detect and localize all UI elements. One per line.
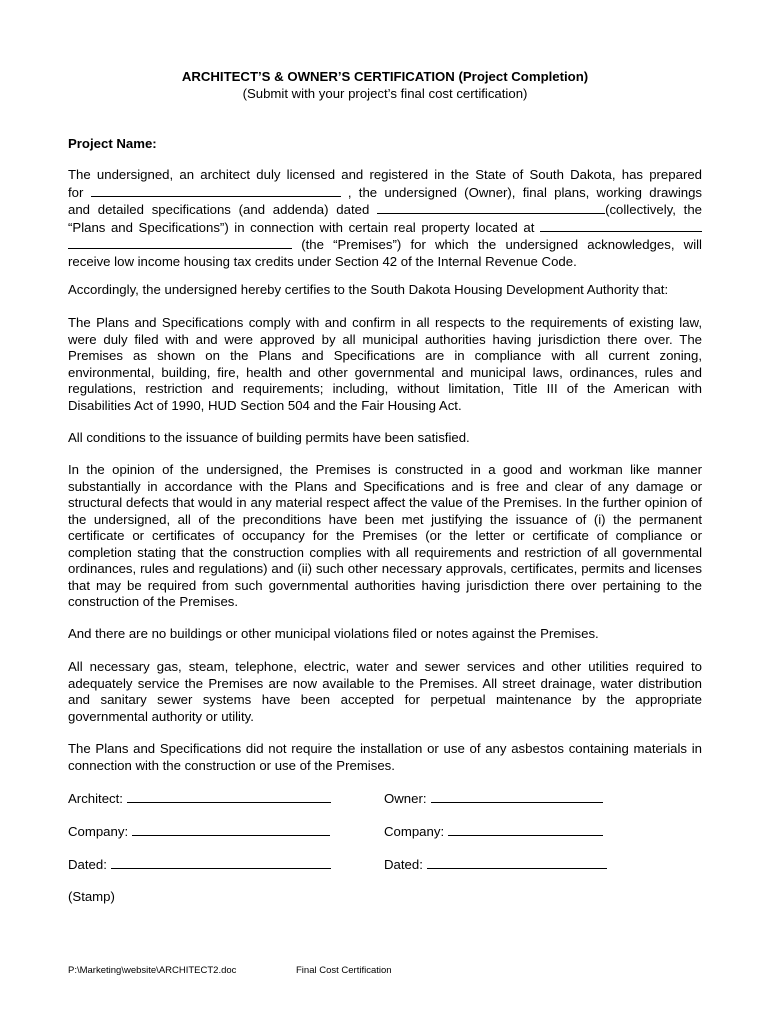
architect-label: Architect:	[68, 791, 123, 806]
dated-right-line[interactable]	[427, 856, 607, 869]
dated-left-line[interactable]	[111, 856, 331, 869]
intro-collectively-text: (collectively, the	[605, 202, 702, 217]
company-right-label: Company:	[384, 824, 445, 839]
dated-left	[68, 856, 331, 872]
intro-dated-text: and detailed specifications (and addenda) dated	[68, 202, 370, 217]
intro-line-6: receive low income housing tax credits under Section 42 of the Internal Revenue Code.	[68, 253, 577, 269]
owner-label: Owner:	[384, 791, 427, 806]
paragraph-intro	[68, 167, 702, 270]
plans-dated-blank[interactable]	[377, 201, 605, 214]
dated-right-label: Dated:	[384, 857, 423, 872]
paragraph-accordingly: Accordingly, the undersigned hereby certifies to the South Dakota Housing Development Authority that:	[68, 282, 669, 297]
intro-located-text: “Plans and Specifications”) in connection with certain real property located at	[68, 219, 535, 235]
intro-owner-text: , the undersigned (Owner), final plans, working drawings	[347, 184, 703, 200]
paragraph-asbestos: The Plans and Specifications did not require the installation or use of any asbestos containing materials in connection with the construction or use of the Premises.	[68, 741, 702, 773]
intro-for-text: for	[68, 184, 84, 200]
document-subtitle: (Submit with your project’s final cost certification)	[242, 86, 528, 101]
paragraph-utilities: All necessary gas, steam, telephone, electric, water and sewer services and other utilities required to adequately service the Premises are now available to the Premises. All street drainage, water distribution and sanitary sewer systems have been accepted for perpetual maintenance by the appropriate governmental authority or utility.	[68, 659, 702, 724]
document-title: ARCHITECT’S & OWNER’S CERTIFICATION (Project Completion)	[181, 69, 589, 84]
intro-line-4	[68, 219, 702, 237]
company-right	[384, 823, 603, 839]
intro-line-2	[68, 184, 702, 202]
company-left	[68, 823, 330, 839]
company-right-line[interactable]	[448, 823, 603, 836]
dated-left-label: Dated:	[68, 857, 107, 872]
owner-signature-line[interactable]	[431, 790, 603, 803]
dated-right	[384, 856, 607, 872]
architect-signature-line[interactable]	[127, 790, 331, 803]
intro-line-5	[68, 236, 702, 254]
paragraph-no-violations: And there are no buildings or other municipal violations filed or notes against the Premises.	[68, 626, 599, 641]
paragraph-plans-comply: The Plans and Specifications comply with and confirm in all respects to the requirements of existing law, were duly filed with and were approved by all municipal authorities having jurisdiction there over. The Premises as shown on the Plans and Specifications are in compliance with all current zoning, environmental, building, fire, health and other governmental and municipal laws, ordinances, rules and regulations, restriction and requirements; including, without limitation, Title III of the American with Disabilities Act of 1990, HUD Section 504 and the Fair Housing Act.	[68, 315, 702, 413]
property-location-blank-2[interactable]	[68, 236, 292, 249]
property-location-blank[interactable]	[540, 219, 702, 232]
paragraph-opinion: In the opinion of the undersigned, the Premises is constructed in a good and workman like manner substantially in accordance with the Plans and Specifications and is free and clear of any damage or structural defects that would in any material respect affect the value of the Premises. In the further opinion of the undersigned, all of the preconditions have been met justifying the issuance of (i) the permanent certificate or certificates of occupancy for the Premises (or the letter or certificate of compliance or completion stating that the construction complies with all requirements and restriction of all governmental ordinances, rules and regulations) and (ii) such other necessary approvals, certificates, permits and licenses that may be required from such governmental authorities having jurisdiction there over pertaining to the construction of the Premises.	[68, 462, 702, 609]
owner-signature	[384, 790, 603, 806]
stamp-label: (Stamp)	[68, 889, 115, 904]
architect-signature	[68, 790, 331, 806]
intro-line-1: The undersigned, an architect duly licensed and registered in the State of South Dakota, has prepared	[68, 167, 702, 182]
paragraph-conditions: All conditions to the issuance of building permits have been satisfied.	[68, 430, 470, 445]
project-name-label: Project Name:	[68, 136, 157, 151]
footer-label: Final Cost Certification	[296, 965, 392, 976]
intro-premises-text: (the “Premises”) for which the undersigned acknowledges, will	[301, 237, 702, 252]
company-left-label: Company:	[68, 824, 129, 839]
project-for-blank[interactable]	[91, 184, 341, 197]
footer-file-path: P:\Marketing\website\ARCHITECT2.doc	[68, 965, 237, 976]
company-left-line[interactable]	[132, 823, 330, 836]
intro-line-3	[68, 201, 702, 219]
